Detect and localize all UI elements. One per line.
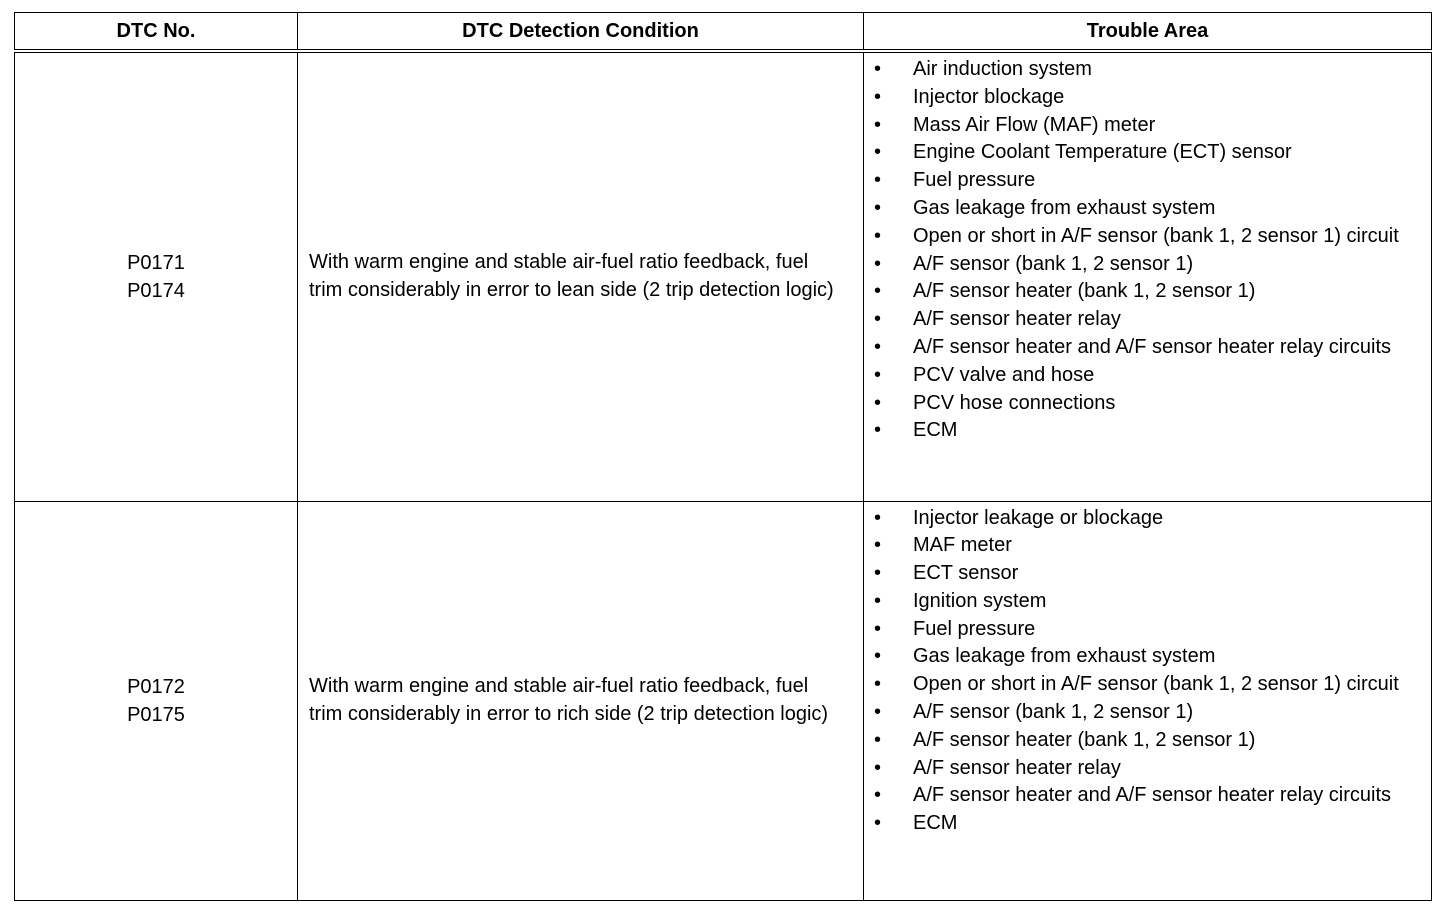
trouble-area-text: Injector leakage or blockage — [913, 506, 1164, 529]
trouble-area-item — [864, 588, 1431, 616]
trouble-area-text: Injector blockage — [913, 85, 1065, 108]
trouble-area-text: A/F sensor heater (bank 1, 2 sensor 1) — [913, 280, 1256, 303]
trouble-area-item — [864, 699, 1431, 727]
trouble-area-item — [864, 505, 1431, 533]
trouble-area-item — [864, 390, 1431, 418]
trouble-area-item — [864, 334, 1431, 362]
trouble-area-text: ECT sensor — [913, 562, 1019, 585]
bullet-icon: • — [874, 562, 882, 585]
table-row — [15, 51, 1432, 501]
bullet-icon: • — [874, 645, 882, 668]
dtc-code: P0172 — [127, 675, 185, 698]
bullet-icon: • — [874, 141, 882, 164]
trouble-area-text: A/F sensor (bank 1, 2 sensor 1) — [913, 701, 1194, 724]
bullet-icon: • — [874, 280, 882, 303]
trouble-area-text: A/F sensor heater and A/F sensor heater relay circuits — [913, 335, 1391, 358]
trouble-area-item — [864, 417, 1431, 445]
trouble-area-item — [864, 616, 1431, 644]
trouble-area-text: Fuel pressure — [913, 169, 1036, 192]
bullet-icon: • — [874, 728, 882, 751]
trouble-area-text: ECM — [913, 812, 958, 835]
dtc-table — [14, 12, 1432, 901]
bullet-icon: • — [874, 196, 882, 219]
bullet-icon: • — [874, 224, 882, 247]
trouble-area-text: Gas leakage from exhaust system — [913, 196, 1216, 219]
trouble-area-item — [864, 810, 1431, 838]
trouble-area-text: Gas leakage from exhaust system — [913, 645, 1216, 668]
trouble-area-item — [864, 782, 1431, 810]
bullet-icon: • — [874, 812, 882, 835]
trouble-area-text: Air induction system — [913, 58, 1092, 80]
dtc-code: P0171 — [127, 251, 185, 274]
bullet-icon: • — [874, 363, 882, 386]
dtc-code-cell — [15, 51, 298, 501]
trouble-area-list — [864, 502, 1431, 843]
trouble-area-item — [864, 223, 1431, 251]
bullet-icon: • — [874, 113, 882, 136]
trouble-area-item — [864, 643, 1431, 671]
trouble-area-item — [864, 306, 1431, 334]
bullet-icon: • — [874, 85, 882, 108]
trouble-area-text: Engine Coolant Temperature (ECT) sensor — [913, 141, 1292, 164]
trouble-area-item — [864, 195, 1431, 223]
bullet-icon: • — [874, 756, 882, 779]
bullet-icon: • — [874, 58, 882, 80]
trouble-area-text: MAF meter — [913, 534, 1012, 557]
bullet-icon: • — [874, 252, 882, 275]
trouble-area-text: A/F sensor heater relay — [913, 756, 1121, 779]
detection-condition-cell: With warm engine and stable air-fuel ratio feedback, fuel trim considerably in error to rich side (2 trip detection logic) — [298, 501, 864, 900]
trouble-area-text: Mass Air Flow (MAF) meter — [913, 113, 1156, 136]
trouble-area-item — [864, 278, 1431, 306]
bullet-icon: • — [874, 169, 882, 192]
trouble-area-item — [864, 755, 1431, 783]
bullet-icon: • — [874, 335, 882, 358]
trouble-area-text: PCV valve and hose — [913, 363, 1095, 386]
bullet-icon: • — [874, 391, 882, 414]
dtc-code-cell — [15, 501, 298, 900]
header-row — [15, 13, 1432, 52]
trouble-area-item — [864, 139, 1431, 167]
trouble-area-item — [864, 560, 1431, 588]
dtc-code: P0174 — [127, 279, 185, 302]
trouble-area-item — [864, 362, 1431, 390]
bullet-icon: • — [874, 534, 882, 557]
trouble-area-text: Open or short in A/F sensor (bank 1, 2 sensor 1) circuit — [913, 673, 1399, 696]
bullet-icon: • — [874, 701, 882, 724]
trouble-area-item — [864, 727, 1431, 755]
header-detection-condition: DTC Detection Condition — [298, 13, 864, 52]
trouble-area-cell — [864, 51, 1432, 501]
detection-condition-cell: With warm engine and stable air-fuel ratio feedback, fuel trim considerably in error to lean side (2 trip detection logic) — [298, 51, 864, 501]
trouble-area-text: A/F sensor heater relay — [913, 308, 1121, 331]
header-trouble-area: Trouble Area — [864, 13, 1432, 52]
trouble-area-cell — [864, 501, 1432, 900]
trouble-area-text: Fuel pressure — [913, 617, 1036, 640]
trouble-area-text: Ignition system — [913, 589, 1047, 612]
trouble-area-text: PCV hose connections — [913, 391, 1116, 414]
bullet-icon: • — [874, 506, 882, 529]
trouble-area-text: A/F sensor heater (bank 1, 2 sensor 1) — [913, 728, 1256, 751]
table-header — [15, 13, 1432, 52]
bullet-icon: • — [874, 419, 882, 442]
trouble-area-item — [864, 56, 1431, 84]
trouble-area-item — [864, 671, 1431, 699]
trouble-area-item — [864, 532, 1431, 560]
table-row — [15, 501, 1432, 900]
bullet-icon: • — [874, 308, 882, 331]
trouble-area-item — [864, 112, 1431, 140]
bullet-icon: • — [874, 784, 882, 807]
dtc-code: P0175 — [127, 703, 185, 726]
trouble-area-item — [864, 84, 1431, 112]
trouble-area-list — [864, 53, 1431, 449]
bullet-icon: • — [874, 589, 882, 612]
bullet-icon: • — [874, 617, 882, 640]
bullet-icon: • — [874, 673, 882, 696]
trouble-area-text: ECM — [913, 419, 958, 442]
header-dtc-no: DTC No. — [15, 13, 298, 52]
trouble-area-text: Open or short in A/F sensor (bank 1, 2 sensor 1) circuit — [913, 224, 1399, 247]
trouble-area-item — [864, 251, 1431, 279]
trouble-area-text: A/F sensor heater and A/F sensor heater relay circuits — [913, 784, 1391, 807]
trouble-area-item — [864, 167, 1431, 195]
table-body — [15, 51, 1432, 900]
trouble-area-text: A/F sensor (bank 1, 2 sensor 1) — [913, 252, 1194, 275]
